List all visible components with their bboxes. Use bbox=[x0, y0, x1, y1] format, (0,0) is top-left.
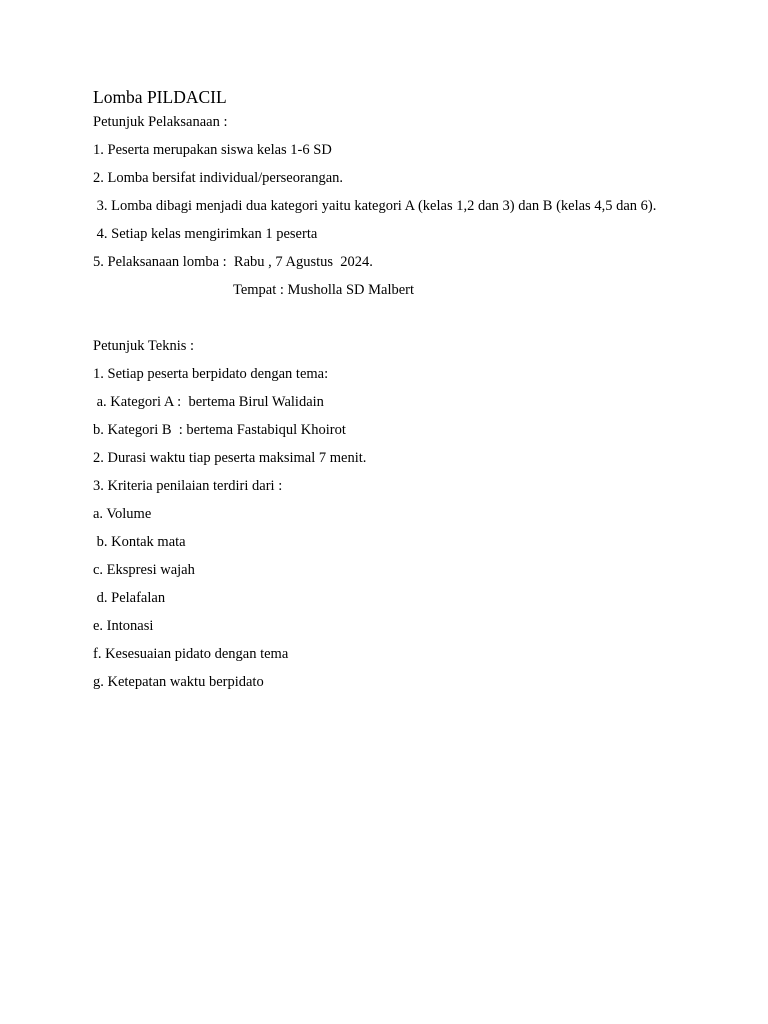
document-title: Lomba PILDACIL bbox=[93, 87, 227, 107]
teknis-item: 3. Kriteria penilaian terdiri dari : bbox=[93, 478, 283, 494]
pelaksanaan-item: 1. Peserta merupakan siswa kelas 1-6 SD bbox=[93, 142, 332, 158]
kriteria-item: f. Kesesuaian pidato dengan tema bbox=[93, 646, 289, 662]
kriteria-item: a. Volume bbox=[93, 506, 152, 522]
pelaksanaan-item: 5. Pelaksanaan lomba : Rabu , 7 Agustus 2024. bbox=[93, 254, 373, 270]
kriteria-item: c. Ekspresi wajah bbox=[93, 562, 195, 578]
pelaksanaan-item: 2. Lomba bersifat individual/perseorangan. bbox=[93, 170, 344, 186]
teknis-item: b. Kategori B : bertema Fastabiqul Khoirot bbox=[93, 422, 346, 438]
pelaksanaan-item: 4. Setiap kelas mengirimkan 1 peserta bbox=[93, 226, 318, 242]
pelaksanaan-item: 3. Lomba dibagi menjadi dua kategori yaitu kategori A (kelas 1,2 dan 3) dan B (kelas 4,5 dan 6). bbox=[93, 198, 657, 214]
teknis-item: 2. Durasi waktu tiap peserta maksimal 7 menit. bbox=[93, 450, 367, 466]
section-spacer bbox=[93, 310, 673, 338]
kriteria-item: d. Pelafalan bbox=[93, 590, 166, 606]
kriteria-item: e. Intonasi bbox=[93, 618, 154, 634]
teknis-heading: Petunjuk Teknis : bbox=[93, 338, 195, 354]
tempat-line: Tempat : Musholla SD Malbert bbox=[233, 282, 415, 298]
teknis-item: 1. Setiap peserta berpidato dengan tema: bbox=[93, 366, 329, 382]
teknis-item: a. Kategori A : bertema Birul Walidain bbox=[93, 394, 324, 410]
kriteria-item: b. Kontak mata bbox=[93, 534, 186, 550]
pelaksanaan-heading: Petunjuk Pelaksanaan : bbox=[93, 114, 228, 130]
kriteria-item: g. Ketepatan waktu berpidato bbox=[93, 674, 264, 690]
document-page bbox=[93, 86, 673, 702]
